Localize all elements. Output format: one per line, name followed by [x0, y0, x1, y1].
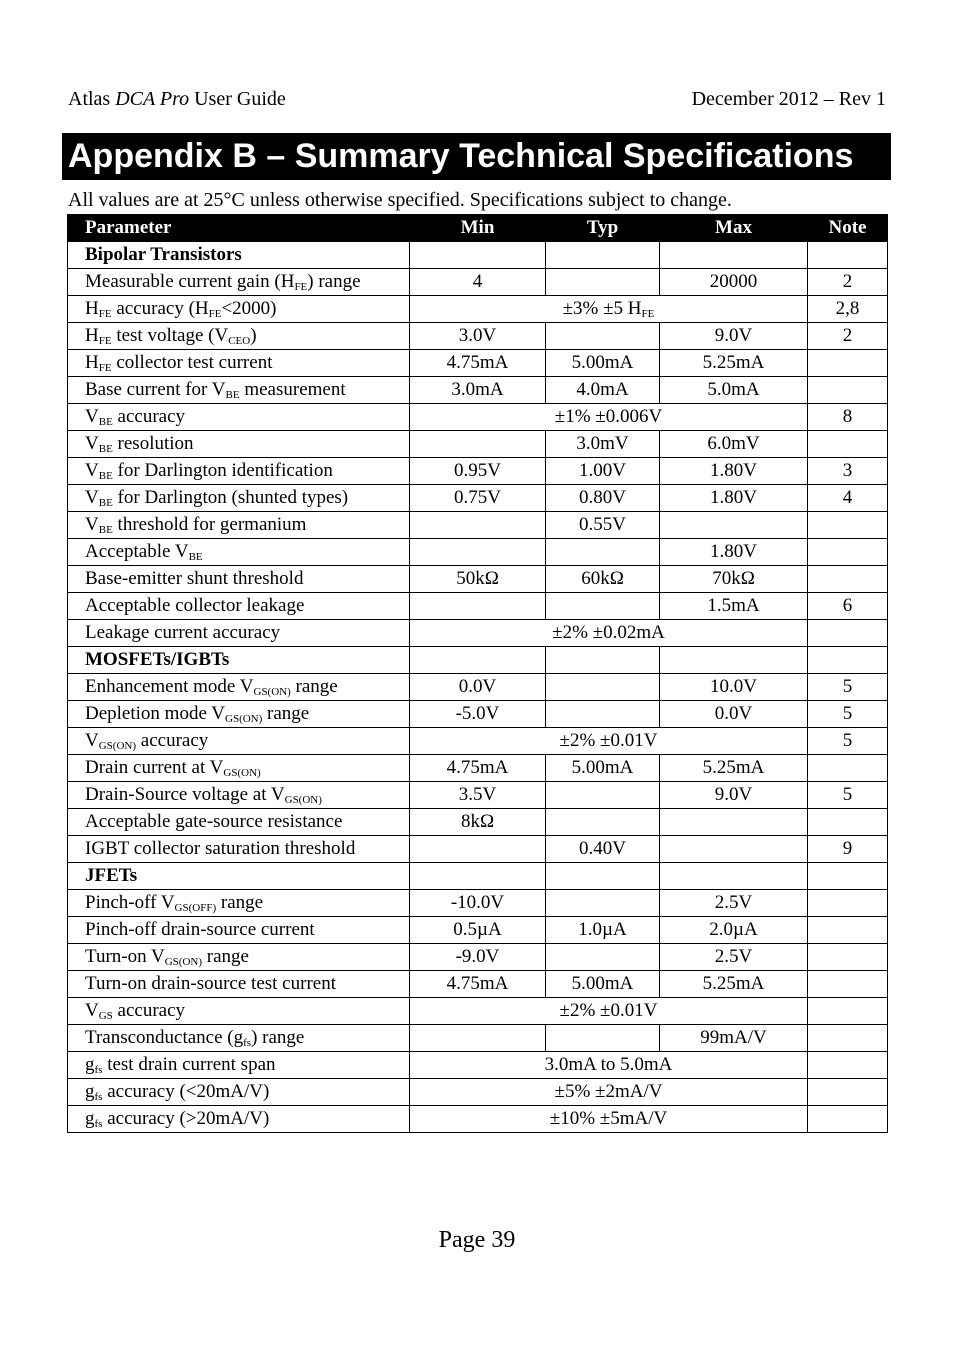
min-cell — [410, 539, 546, 566]
intro-text: All values are at 25°C unless otherwise specified. Specifications subject to change. — [68, 189, 732, 211]
header-product: DCA Pro — [115, 88, 190, 110]
note-cell — [808, 809, 888, 836]
typ-cell — [546, 674, 660, 701]
spanned-value-cell — [410, 998, 808, 1025]
parameter-cell — [68, 998, 410, 1025]
parameter-cell — [68, 1079, 410, 1106]
parameter-cell — [68, 593, 410, 620]
spanned-value-cell — [410, 1052, 808, 1079]
typ-cell: 4.0mA — [546, 377, 660, 404]
text-run: test voltage (V — [111, 325, 229, 346]
typ-cell — [546, 242, 660, 269]
text-run: Transconductance (g — [85, 1027, 244, 1048]
table-row — [68, 1052, 888, 1079]
text-run: ±2% ±0.02mA — [552, 622, 665, 643]
text-run: g — [85, 1054, 95, 1075]
page-number: Page 39 — [438, 1227, 516, 1253]
note-cell — [808, 917, 888, 944]
note-cell — [808, 1025, 888, 1052]
note-cell: 2 — [808, 323, 888, 350]
min-cell — [410, 431, 546, 458]
subscript: FE — [98, 335, 112, 347]
subscript: BE — [98, 497, 113, 509]
text-run: accuracy (H — [111, 298, 209, 319]
text-run: range — [262, 703, 310, 724]
max-cell: 99mA/V — [660, 1025, 808, 1052]
parameter-cell — [68, 512, 410, 539]
parameter-cell — [68, 674, 410, 701]
typ-cell — [546, 1025, 660, 1052]
note-cell — [808, 998, 888, 1025]
text-run: threshold for germanium — [112, 514, 307, 535]
min-cell: 0.75V — [410, 485, 546, 512]
subscript: fs — [94, 1091, 103, 1103]
table-row — [68, 593, 888, 620]
table-row — [68, 566, 888, 593]
min-cell: 0.5µA — [410, 917, 546, 944]
table-row — [68, 512, 888, 539]
text-run: <2000) — [221, 298, 277, 319]
subscript: FE — [208, 308, 222, 320]
min-cell — [410, 512, 546, 539]
parameter-cell — [68, 539, 410, 566]
min-cell: 4.75mA — [410, 971, 546, 998]
parameter-cell — [68, 890, 410, 917]
text-run: ) range — [307, 271, 361, 292]
text-run: Turn-on V — [85, 946, 165, 967]
subscript: GS(ON) — [225, 713, 263, 725]
max-cell: 10.0V — [660, 674, 808, 701]
note-cell — [808, 755, 888, 782]
header-brand: Atlas — [68, 88, 111, 110]
text-run: Drain current at V — [85, 757, 224, 778]
subscript: FE — [98, 362, 112, 374]
column-header-max: Max — [660, 215, 808, 242]
typ-cell: 0.55V — [546, 512, 660, 539]
min-cell: -9.0V — [410, 944, 546, 971]
note-cell: 5 — [808, 674, 888, 701]
column-header-typ: Typ — [546, 215, 660, 242]
subscript: GS(ON) — [223, 767, 261, 779]
text-run: 3.0mA to 5.0mA — [544, 1054, 673, 1075]
parameter-cell — [68, 1025, 410, 1052]
table-row — [68, 1079, 888, 1106]
subscript: BE — [225, 389, 240, 401]
text-run: Measurable current gain (H — [85, 271, 295, 292]
parameter-cell — [68, 701, 410, 728]
text-run: ±5% ±2mA/V — [554, 1081, 663, 1102]
text-run: ±2% ±0.01V — [559, 730, 658, 751]
table-row — [68, 296, 888, 323]
text-run: V — [85, 406, 99, 427]
subscript: CEO — [228, 335, 251, 347]
note-cell — [808, 566, 888, 593]
text-run: ) — [250, 325, 257, 346]
subscript: fs — [243, 1037, 252, 1049]
parameter-cell — [68, 269, 410, 296]
max-cell: 9.0V — [660, 782, 808, 809]
min-cell — [410, 242, 546, 269]
parameter-cell — [68, 836, 410, 863]
note-cell — [808, 971, 888, 998]
text-run: ±1% ±0.006V — [554, 406, 663, 427]
text-run: range — [202, 946, 249, 967]
note-cell: 8 — [808, 404, 888, 431]
text-run: V — [85, 460, 99, 481]
text-run: range — [290, 676, 338, 697]
parameter-cell — [68, 809, 410, 836]
note-cell: 5 — [808, 782, 888, 809]
table-section-row — [68, 647, 888, 674]
subscript: BE — [98, 443, 113, 455]
table-row — [68, 917, 888, 944]
note-cell — [808, 242, 888, 269]
typ-cell: 5.00mA — [546, 971, 660, 998]
table-row — [68, 782, 888, 809]
parameter-cell — [68, 404, 410, 431]
typ-cell — [546, 539, 660, 566]
table-row — [68, 755, 888, 782]
typ-cell: 60kΩ — [546, 566, 660, 593]
typ-cell — [546, 782, 660, 809]
note-cell — [808, 377, 888, 404]
table-row — [68, 944, 888, 971]
text-run: Acceptable V — [85, 541, 189, 562]
table-row — [68, 323, 888, 350]
max-cell: 9.0V — [660, 323, 808, 350]
spanned-value-cell — [410, 404, 808, 431]
table-row — [68, 701, 888, 728]
max-cell: 5.25mA — [660, 350, 808, 377]
text-run: Acceptable gate-source resistance — [85, 811, 343, 832]
header-doc-title — [68, 88, 286, 111]
max-cell — [660, 809, 808, 836]
text-run: accuracy — [136, 730, 209, 751]
max-cell — [660, 512, 808, 539]
min-cell: 4.75mA — [410, 755, 546, 782]
typ-cell — [546, 809, 660, 836]
max-cell: 5.25mA — [660, 971, 808, 998]
min-cell: -5.0V — [410, 701, 546, 728]
header-doc: User Guide — [194, 88, 286, 110]
max-cell: 5.25mA — [660, 755, 808, 782]
subscript: GS — [98, 1010, 113, 1022]
parameter-cell — [68, 566, 410, 593]
note-cell — [808, 539, 888, 566]
text-run: Bipolar Transistors — [85, 244, 242, 265]
text-run: V — [85, 514, 99, 535]
parameter-cell — [68, 323, 410, 350]
table-section-row — [68, 863, 888, 890]
max-cell: 70kΩ — [660, 566, 808, 593]
spanned-value-cell — [410, 1106, 808, 1133]
typ-cell: 0.40V — [546, 836, 660, 863]
max-cell: 1.80V — [660, 458, 808, 485]
note-cell: 5 — [808, 728, 888, 755]
text-run: ) range — [251, 1027, 305, 1048]
text-run: accuracy — [112, 1000, 186, 1021]
parameter-cell — [68, 782, 410, 809]
max-cell: 1.80V — [660, 485, 808, 512]
min-cell: 8kΩ — [410, 809, 546, 836]
text-run: V — [85, 1000, 99, 1021]
text-run: for Darlington (shunted types) — [112, 487, 349, 508]
max-cell: 1.5mA — [660, 593, 808, 620]
note-cell: 6 — [808, 593, 888, 620]
page-title: Appendix B – Summary Technical Specifications — [62, 133, 891, 180]
text-run: test drain current span — [102, 1054, 276, 1075]
table-row — [68, 485, 888, 512]
text-run: V — [85, 487, 99, 508]
note-cell — [808, 944, 888, 971]
text-run: collector test current — [111, 352, 273, 373]
text-run: g — [85, 1108, 95, 1129]
parameter-cell — [68, 377, 410, 404]
table-row — [68, 971, 888, 998]
table-row — [68, 998, 888, 1025]
typ-cell: 0.80V — [546, 485, 660, 512]
note-cell — [808, 1052, 888, 1079]
subscript: BE — [98, 416, 113, 428]
min-cell — [410, 1025, 546, 1052]
text-run: range — [216, 892, 264, 913]
parameter-cell — [68, 296, 410, 323]
note-cell — [808, 1106, 888, 1133]
subscript: FE — [641, 308, 655, 320]
note-cell: 5 — [808, 701, 888, 728]
parameter-cell — [68, 431, 410, 458]
note-cell: 3 — [808, 458, 888, 485]
min-cell: 3.5V — [410, 782, 546, 809]
parameter-cell — [68, 485, 410, 512]
table-row — [68, 458, 888, 485]
typ-cell — [546, 944, 660, 971]
text-run: Acceptable collector leakage — [85, 595, 305, 616]
table-row — [68, 269, 888, 296]
table-section-row — [68, 242, 888, 269]
text-run: Enhancement mode V — [85, 676, 254, 697]
text-run: ±2% ±0.01V — [559, 1000, 658, 1021]
text-run: H — [85, 298, 99, 319]
text-run: Base current for V — [85, 379, 226, 400]
spanned-value-cell — [410, 1079, 808, 1106]
text-run: ±10% ±5mA/V — [549, 1108, 668, 1129]
table-row — [68, 1025, 888, 1052]
column-header-note: Note — [808, 215, 888, 242]
min-cell: 50kΩ — [410, 566, 546, 593]
max-cell: 20000 — [660, 269, 808, 296]
max-cell — [660, 647, 808, 674]
column-header-parameter: Parameter — [68, 215, 410, 242]
table-row — [68, 404, 888, 431]
min-cell: -10.0V — [410, 890, 546, 917]
column-header-min: Min — [410, 215, 546, 242]
typ-cell: 3.0mV — [546, 431, 660, 458]
typ-cell — [546, 863, 660, 890]
table-row — [68, 1106, 888, 1133]
subscript: BE — [188, 551, 203, 563]
max-cell — [660, 863, 808, 890]
note-cell — [808, 620, 888, 647]
page-header — [68, 88, 886, 116]
min-cell: 0.95V — [410, 458, 546, 485]
typ-cell — [546, 269, 660, 296]
max-cell: 1.80V — [660, 539, 808, 566]
table-row — [68, 350, 888, 377]
note-cell — [808, 431, 888, 458]
table-row — [68, 890, 888, 917]
subscript: BE — [98, 524, 113, 536]
subscript: GS(OFF) — [174, 902, 217, 914]
min-cell — [410, 863, 546, 890]
text-run: JFETs — [85, 865, 138, 886]
header-date-rev: December 2012 – Rev 1 — [691, 88, 886, 110]
subscript: GS(ON) — [98, 740, 137, 752]
note-cell — [808, 863, 888, 890]
min-cell: 4 — [410, 269, 546, 296]
text-run: MOSFETs/IGBTs — [85, 649, 230, 670]
note-cell — [808, 350, 888, 377]
typ-cell — [546, 647, 660, 674]
typ-cell: 5.00mA — [546, 350, 660, 377]
typ-cell — [546, 890, 660, 917]
subscript: GS(ON) — [253, 686, 291, 698]
typ-cell — [546, 323, 660, 350]
text-run: V — [85, 433, 99, 454]
subscript: GS(ON) — [164, 956, 203, 968]
table-row — [68, 539, 888, 566]
text-run: H — [85, 325, 99, 346]
max-cell: 6.0mV — [660, 431, 808, 458]
text-run: Depletion mode V — [85, 703, 226, 724]
text-run: ±3% ±5 H — [562, 298, 642, 319]
typ-cell: 1.0µA — [546, 917, 660, 944]
subscript: FE — [294, 281, 308, 293]
text-run: measurement — [239, 379, 346, 400]
text-run: IGBT collector saturation threshold — [85, 838, 356, 859]
subscript: fs — [94, 1118, 103, 1130]
spanned-value-cell — [410, 296, 808, 323]
text-run: Turn-on drain-source test current — [85, 973, 336, 994]
parameter-cell — [68, 350, 410, 377]
note-cell: 4 — [808, 485, 888, 512]
text-run: accuracy — [112, 406, 186, 427]
text-run: g — [85, 1081, 95, 1102]
max-cell — [660, 836, 808, 863]
table-row — [68, 377, 888, 404]
typ-cell: 1.00V — [546, 458, 660, 485]
text-run: Base-emitter shunt threshold — [85, 568, 304, 589]
table-row — [68, 728, 888, 755]
min-cell: 3.0mA — [410, 377, 546, 404]
max-cell: 5.0mA — [660, 377, 808, 404]
note-cell — [808, 1079, 888, 1106]
note-cell: 2,8 — [808, 296, 888, 323]
text-run: Leakage current accuracy — [85, 622, 281, 643]
text-run: Drain-Source voltage at V — [85, 784, 285, 805]
parameter-cell — [68, 755, 410, 782]
table-row — [68, 431, 888, 458]
note-cell: 9 — [808, 836, 888, 863]
typ-cell — [546, 593, 660, 620]
spec-table-body — [68, 242, 888, 1133]
section-title — [68, 863, 410, 890]
subscript: FE — [98, 308, 112, 320]
min-cell — [410, 593, 546, 620]
min-cell — [410, 647, 546, 674]
typ-cell: 5.00mA — [546, 755, 660, 782]
parameter-cell — [68, 728, 410, 755]
section-title — [68, 647, 410, 674]
min-cell — [410, 836, 546, 863]
text-run: resolution — [112, 433, 194, 454]
max-cell: 0.0V — [660, 701, 808, 728]
spanned-value-cell — [410, 620, 808, 647]
text-run: V — [85, 730, 99, 751]
subscript: fs — [94, 1064, 103, 1076]
min-cell: 4.75mA — [410, 350, 546, 377]
spec-table — [67, 214, 888, 1133]
note-cell — [808, 890, 888, 917]
min-cell: 3.0V — [410, 323, 546, 350]
section-title — [68, 242, 410, 269]
max-cell: 2.5V — [660, 944, 808, 971]
table-header-row — [68, 215, 888, 242]
table-row — [68, 809, 888, 836]
parameter-cell — [68, 1106, 410, 1133]
table-row — [68, 674, 888, 701]
max-cell: 2.5V — [660, 890, 808, 917]
parameter-cell — [68, 1052, 410, 1079]
subscript: GS(ON) — [284, 794, 322, 806]
parameter-cell — [68, 458, 410, 485]
text-run: Pinch-off drain-source current — [85, 919, 315, 940]
spanned-value-cell — [410, 728, 808, 755]
table-row — [68, 620, 888, 647]
text-run: accuracy (<20mA/V) — [102, 1081, 270, 1102]
parameter-cell — [68, 917, 410, 944]
text-run: accuracy (>20mA/V) — [102, 1108, 270, 1129]
note-cell: 2 — [808, 269, 888, 296]
typ-cell — [546, 701, 660, 728]
note-cell — [808, 647, 888, 674]
parameter-cell — [68, 620, 410, 647]
text-run: H — [85, 352, 99, 373]
note-cell — [808, 512, 888, 539]
parameter-cell — [68, 971, 410, 998]
subscript: BE — [98, 470, 113, 482]
parameter-cell — [68, 944, 410, 971]
max-cell — [660, 242, 808, 269]
table-row — [68, 836, 888, 863]
max-cell: 2.0µA — [660, 917, 808, 944]
min-cell: 0.0V — [410, 674, 546, 701]
text-run: for Darlington identification — [112, 460, 333, 481]
text-run: Pinch-off V — [85, 892, 175, 913]
